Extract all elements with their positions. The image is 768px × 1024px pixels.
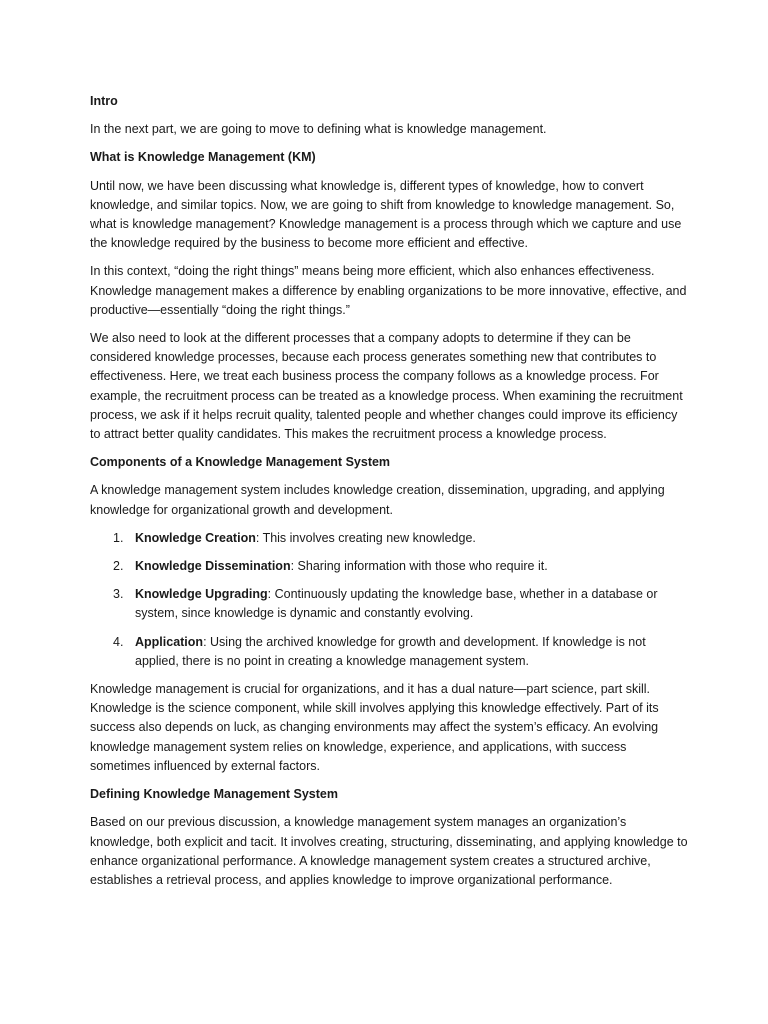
list-item <box>113 557 690 576</box>
list-number: 3. <box>113 587 124 602</box>
list-item <box>113 633 690 671</box>
component-description: : Continuously updating the knowledge base, whether in a database or system, since knowledge is dynamic and constantly evolving. <box>135 587 658 621</box>
km-paragraph-2: In this context, “doing the right things” means being more efficient, which also enhances effectiveness. Knowledge management makes a difference by enabling organizations to be more innovative, effective, and productive—essentially “doing the right things.” <box>90 264 687 317</box>
component-description: : Using the archived knowledge for growth and development. If knowledge is not applied, there is no point in creating a knowledge management system. <box>135 634 646 668</box>
component-term: Application <box>135 634 204 649</box>
list-item <box>113 585 690 623</box>
dual-nature-paragraph: Knowledge management is crucial for organizations, and it has a dual nature—part science, part skill. Knowledge is the science component, while skill involves applying this knowledge effectively. Part of its success also depends on luck, as changing environments may affect the system’s efficacy. An evolving knowledge management system relies on knowledge, experience, and applications, with success sometimes influenced by external factors. <box>90 682 659 773</box>
km-heading: What is Knowledge Management (KM) <box>90 150 316 165</box>
component-description: : Sharing information with those who require it. <box>290 559 548 574</box>
document-page <box>90 92 690 899</box>
components-intro: A knowledge management system includes knowledge creation, dissemination, upgrading, and applying knowledge for organizational growth and development. <box>90 483 665 517</box>
component-term: Knowledge Creation <box>135 530 256 545</box>
list-item <box>113 529 690 548</box>
components-list <box>90 529 690 671</box>
list-number: 1. <box>113 530 124 545</box>
list-number: 2. <box>113 559 124 574</box>
component-term: Knowledge Dissemination <box>135 559 291 574</box>
intro-heading: Intro <box>90 94 118 108</box>
components-heading: Components of a Knowledge Management System <box>90 455 391 470</box>
km-paragraph-3: We also need to look at the different processes that a company adopts to determine if they can be considered knowledge processes, because each process generates something new that contributes to effectiveness. Here, we treat each business process the company follows as a knowledge process. For example, the recruitment process can be treated as a knowledge process. When examining the recruitment process, we ask if it helps recruit quality, talented people and whether changes could improve its efficiency to attract better quality candidates. This makes the recruitment process a knowledge process. <box>90 331 683 442</box>
component-description: : This involves creating new knowledge. <box>255 530 476 545</box>
defining-paragraph: Based on our previous discussion, a knowledge management system manages an organization’s knowledge, both explicit and tacit. It involves creating, structuring, disseminating, and applying knowledge to enhance organizational performance. A knowledge management system creates a structured archive, establishes a retrieval process, and applies knowledge to improve organizational performance. <box>90 815 688 887</box>
intro-paragraph: In the next part, we are going to move to defining what is knowledge management. <box>90 122 547 137</box>
list-number: 4. <box>113 634 124 649</box>
km-paragraph-1: Until now, we have been discussing what knowledge is, different types of knowledge, how to convert knowledge, and similar topics. Now, we are going to shift from knowledge to knowledge management. So, what is knowledge management? Knowledge management is a process through which we capture and use the knowledge required by the business to become more efficient and effective. <box>90 178 682 251</box>
defining-heading: Defining Knowledge Management System <box>90 787 338 802</box>
component-term: Knowledge Upgrading <box>135 587 268 602</box>
